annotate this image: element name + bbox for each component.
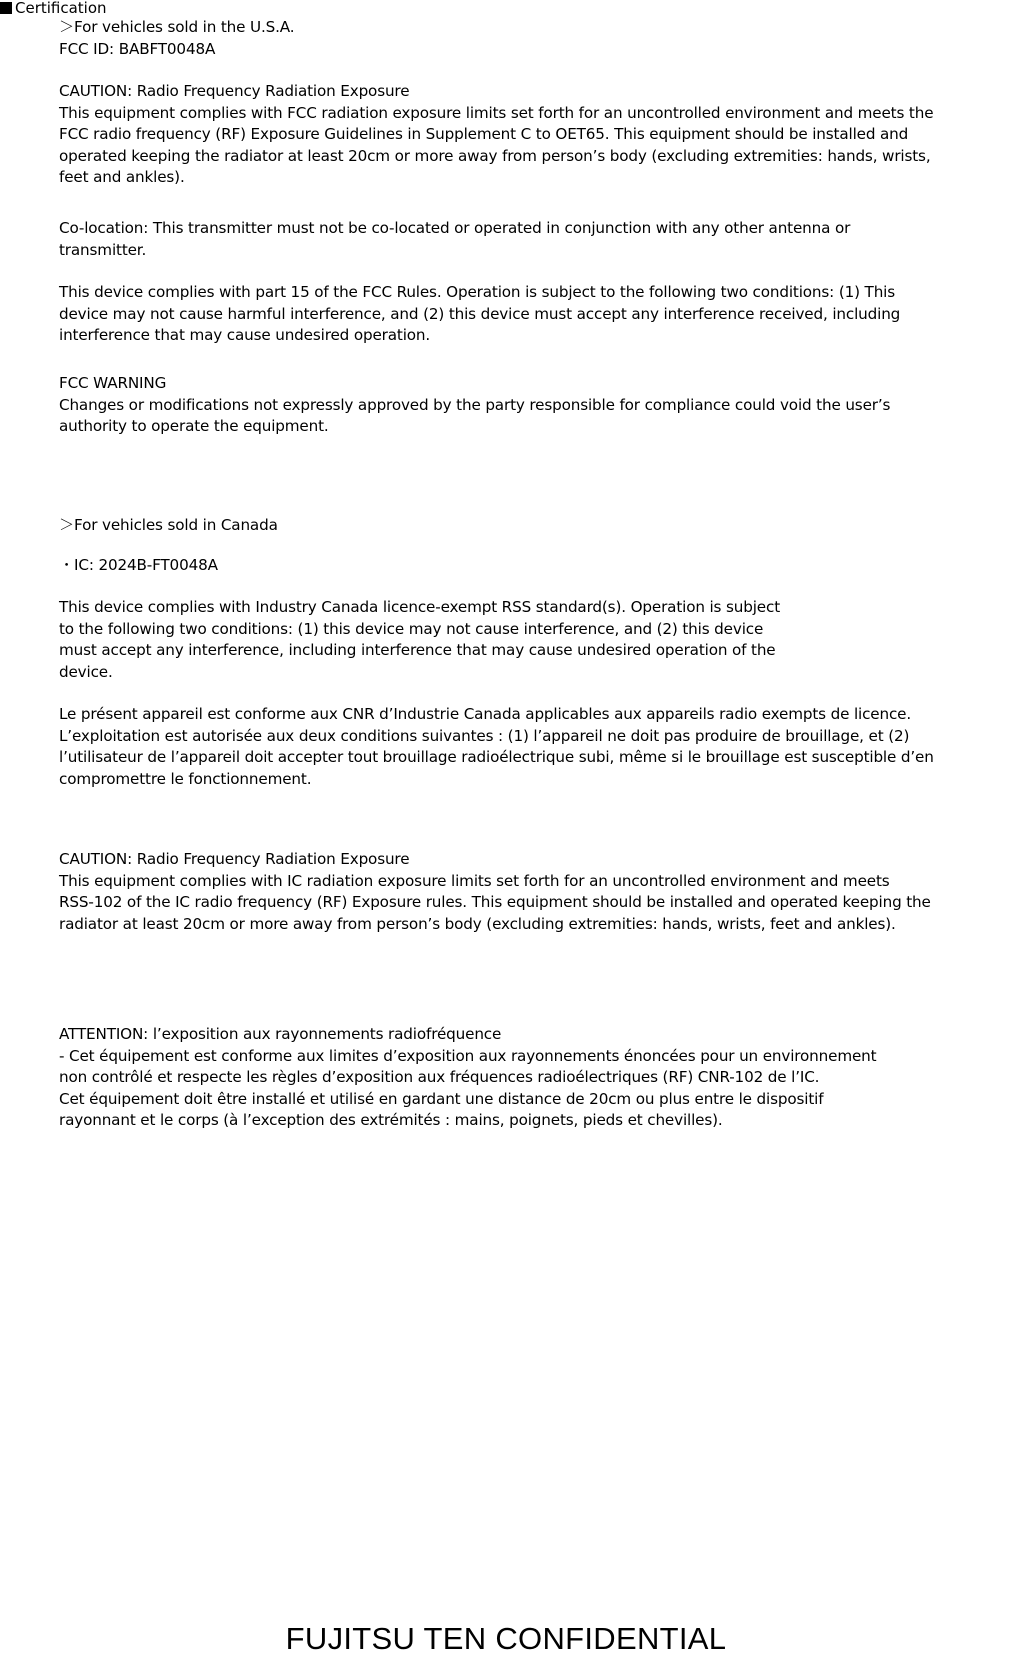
canada-title-block [59, 515, 278, 537]
usa-part15 [59, 282, 900, 347]
section-heading [0, 0, 107, 16]
fcc-warning-line: authority to operate the equipment. [59, 417, 329, 436]
colocation-line: Co-location: This transmitter must not be co-located or operated in conjunction with any other antenna or [59, 219, 851, 237]
usa-caution-line: This equipment complies with FCC radiation exposure limits set forth for an uncontrolled environment and meets the [59, 103, 934, 122]
usa-caution-title: CAUTION: Radio Frequency Radiation Exposure [59, 82, 410, 100]
fcc-warning-title: FCC WARNING [59, 374, 167, 392]
usa-caution-line: operated keeping the radiator at least 20cm or more away from person’s body (excluding extremities: hands, wrists, [59, 146, 931, 165]
usa-caution-line: FCC radio frequency (RF) Exposure Guidelines in Supplement C to OET65. This equipment should be installed and [59, 125, 909, 144]
canada-caution-line: This equipment complies with IC radiation exposure limits set forth for an uncontrolled environment and meets [59, 871, 890, 890]
part15-line: This device complies with part 15 of the FCC Rules. Operation is subject to the following two conditions: (1) This [59, 283, 895, 301]
attention-line: - Cet équipement est conforme aux limites d’exposition aux rayonnements énoncées pour un environnement [59, 1046, 877, 1065]
part15-line: device may not cause harmful interference, and (2) this device must accept any interference received, including [59, 304, 901, 323]
attention-line: rayonnant et le corps (à l’exception des extrémités : mains, poignets, pieds et chevilles). [59, 1111, 723, 1130]
canada-caution-line: RSS-102 of the IC radio frequency (RF) Exposure rules. This equipment should be installed and operated keeping the [59, 893, 931, 912]
attention-line: Cet équipement doit être installé et utilisé en gardant une distance de 20cm ou plus entre le dispositif [59, 1089, 824, 1108]
black-square-icon [0, 2, 12, 14]
usa-caution-line: feet and ankles). [59, 168, 185, 187]
fcc-id: FCC ID: BABFT0048A [59, 39, 216, 58]
canada-caution-title: CAUTION: Radio Frequency Radiation Exposure [59, 850, 410, 868]
confidential-footer: FUJITSU TEN CONFIDENTIAL [285, 1621, 727, 1656]
rss-line: device. [59, 662, 113, 681]
attention-title: ATTENTION: l’exposition aux rayonnements radiofréquence [59, 1025, 502, 1043]
ic-number: ・IC: 2024B-FT0048A [59, 556, 218, 574]
rss-line: This device complies with Industry Canada licence-exempt RSS standard(s). Operation is subject [59, 598, 780, 616]
canada-ic-block [59, 555, 218, 577]
usa-colocation [59, 218, 850, 261]
usa-title: ＞For vehicles sold in the U.S.A. [59, 18, 295, 36]
fcc-warning-line: Changes or modifications not expressly approved by the party responsible for compliance could void the user’s [59, 395, 891, 414]
section-heading-label: Certification [15, 0, 107, 17]
rss-french-line: compromettre le fonctionnement. [59, 769, 312, 788]
rss-line: to the following two conditions: (1) this device may not cause interference, and (2) this device [59, 619, 764, 638]
fcc-warning [59, 373, 890, 438]
rss-french-line: l’utilisateur de l’appareil doit accepter tout brouillage radioélectrique subi, même si le brouillage est susceptible d’en [59, 748, 934, 767]
colocation-line: transmitter. [59, 240, 147, 259]
canada-attention [59, 1024, 876, 1132]
rss-line: must accept any interference, including interference that may cause undesired operation of the [59, 641, 776, 660]
attention-line: non contrôlé et respecte les règles d’exposition aux fréquences radioélectriques (RF) CNR-102 de l’IC. [59, 1068, 820, 1087]
rss-french-line: L’exploitation est autorisée aux deux conditions suivantes : (1) l’appareil ne doit pas produire de brouillage, et (2) [59, 726, 910, 745]
usa-header [59, 17, 294, 60]
canada-rss-french [59, 704, 934, 790]
part15-line: interference that may cause undesired operation. [59, 326, 431, 345]
canada-caution-line: radiator at least 20cm or more away from person’s body (excluding extremities: hands, wrists, feet and ankles). [59, 914, 896, 933]
canada-rss [59, 597, 780, 683]
canada-title: ＞For vehicles sold in Canada [59, 516, 278, 534]
usa-caution [59, 81, 933, 189]
canada-caution [59, 849, 931, 935]
rss-french-line: Le présent appareil est conforme aux CNR d’Industrie Canada applicables aux appareils radio exempts de licence. [59, 705, 912, 723]
